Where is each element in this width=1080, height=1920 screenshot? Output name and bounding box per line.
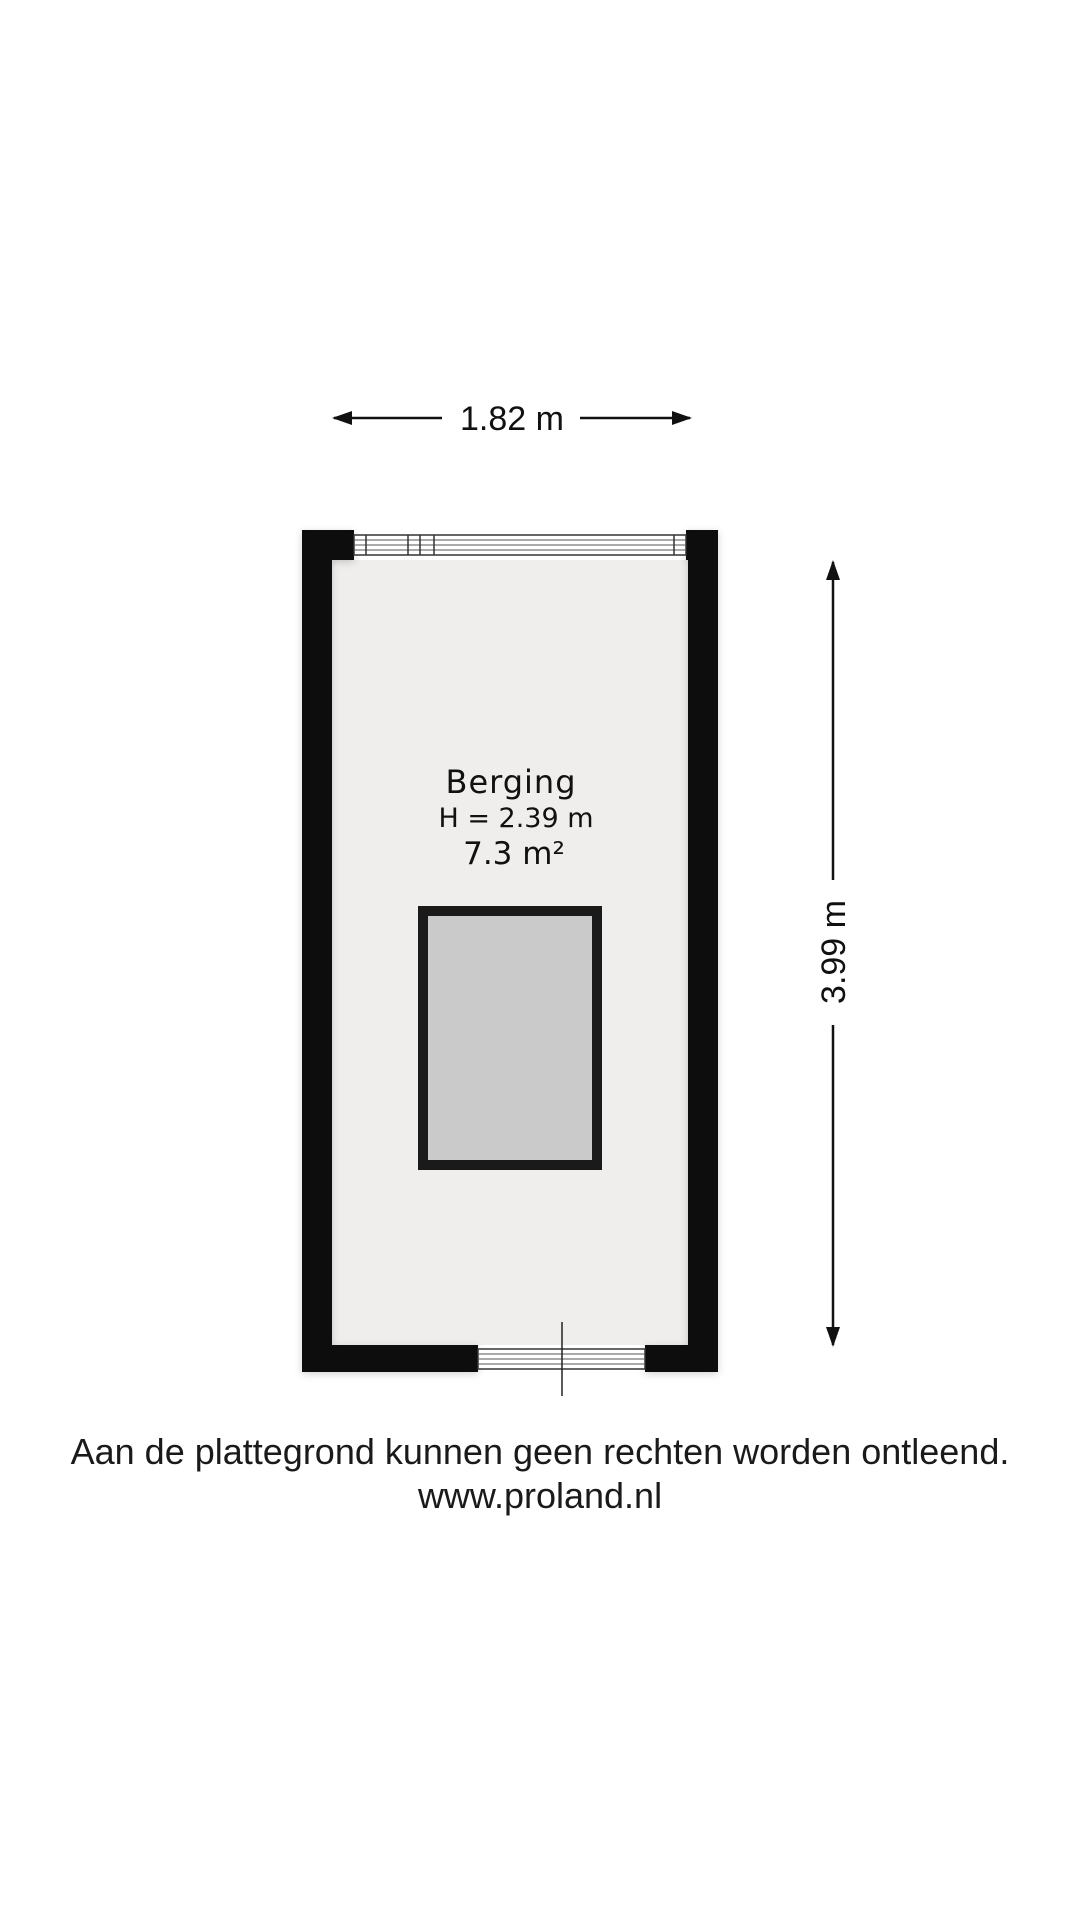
depth-label: 3.99 m <box>815 900 853 1004</box>
window-top <box>354 535 686 555</box>
disclaimer-text: Aan de plattegrond kunnen geen rechten worden ontleend. <box>70 1431 1010 1472</box>
wall-bottom-right <box>645 1345 718 1372</box>
floor-object <box>418 906 602 1170</box>
width-dimension <box>332 400 692 438</box>
room-name: Berging <box>445 763 577 801</box>
room-area: 7.3 m² <box>463 836 565 872</box>
wall-top-right <box>686 530 718 560</box>
wall-bottom-left <box>302 1345 478 1372</box>
width-label: 1.82 m <box>460 400 564 438</box>
website-text: www.proland.nl <box>417 1475 663 1516</box>
depth-dimension <box>815 560 853 1347</box>
wall-top-left <box>302 530 354 560</box>
wall-left <box>302 530 332 1372</box>
room-height: H = 2.39 m <box>438 803 594 834</box>
wall-right <box>688 530 718 1372</box>
